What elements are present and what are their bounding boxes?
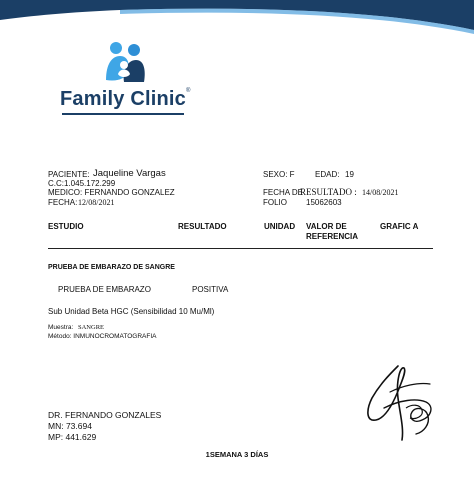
fecha-value: 12/08/2021 [78,198,115,207]
folio-label: FOLIO [263,198,288,207]
edad-label: EDAD: [315,170,340,179]
brand-logo [60,38,200,118]
doctor-mn: MN: 73.694 [48,421,92,431]
doctor-name: DR. FERNANDO GONZALES [48,410,162,420]
patient-id: C.C:1.045.172.299 [48,179,116,188]
muestra-label: Muestra: [48,324,74,331]
fecha-label: FECHA: [48,198,78,207]
family-figure-icon [102,38,148,84]
header-valor-line1: VALOR DE [306,222,347,231]
header-grafica: GRAFIC A [380,222,419,231]
muestra-value: SANGRE [78,324,105,331]
brand-underline [62,113,184,115]
fecha-resultado-value: 14/08/2021 [362,188,399,197]
header-resultado: RESULTADO [178,222,227,231]
header-divider [48,248,433,249]
test-result: POSITIVA [192,285,229,294]
doctor-signature [360,362,440,444]
patient-name: Jaqueline Vargas [93,168,166,179]
header-unidad: UNIDAD [264,222,296,231]
header-estudio: ESTUDIO [48,222,84,231]
fecha-resultado-mid: RESULTADO : [300,187,357,197]
brand-name: Family Clinic® [60,88,191,110]
patient-label: PACIENTE: [48,170,90,179]
fecha-resultado-label: FECHA DE [263,188,304,197]
sub-unit-line: Sub Unidad Beta HGC (Sensibilidad 10 Mu/Ml) [48,307,215,316]
header-valor-line2: REFERENCIA [306,232,359,241]
metodo-line: Método: INMUNOCROMATOGRAFIA [48,333,157,340]
test-name: PRUEBA DE EMBARAZO [58,285,151,294]
section-title: PRUEBA DE EMBARAZO DE SANGRE [48,264,175,271]
medico-line: MEDICO: FERNANDO GONZALEZ [48,188,175,197]
doctor-mp: MP: 441.629 [48,432,97,442]
footer-note: 1SEMANA 3 DÍAS [205,450,269,459]
folio-value: 15062603 [306,198,342,207]
sexo-field: SEXO: F [263,170,295,179]
edad-value: 19 [345,170,354,179]
